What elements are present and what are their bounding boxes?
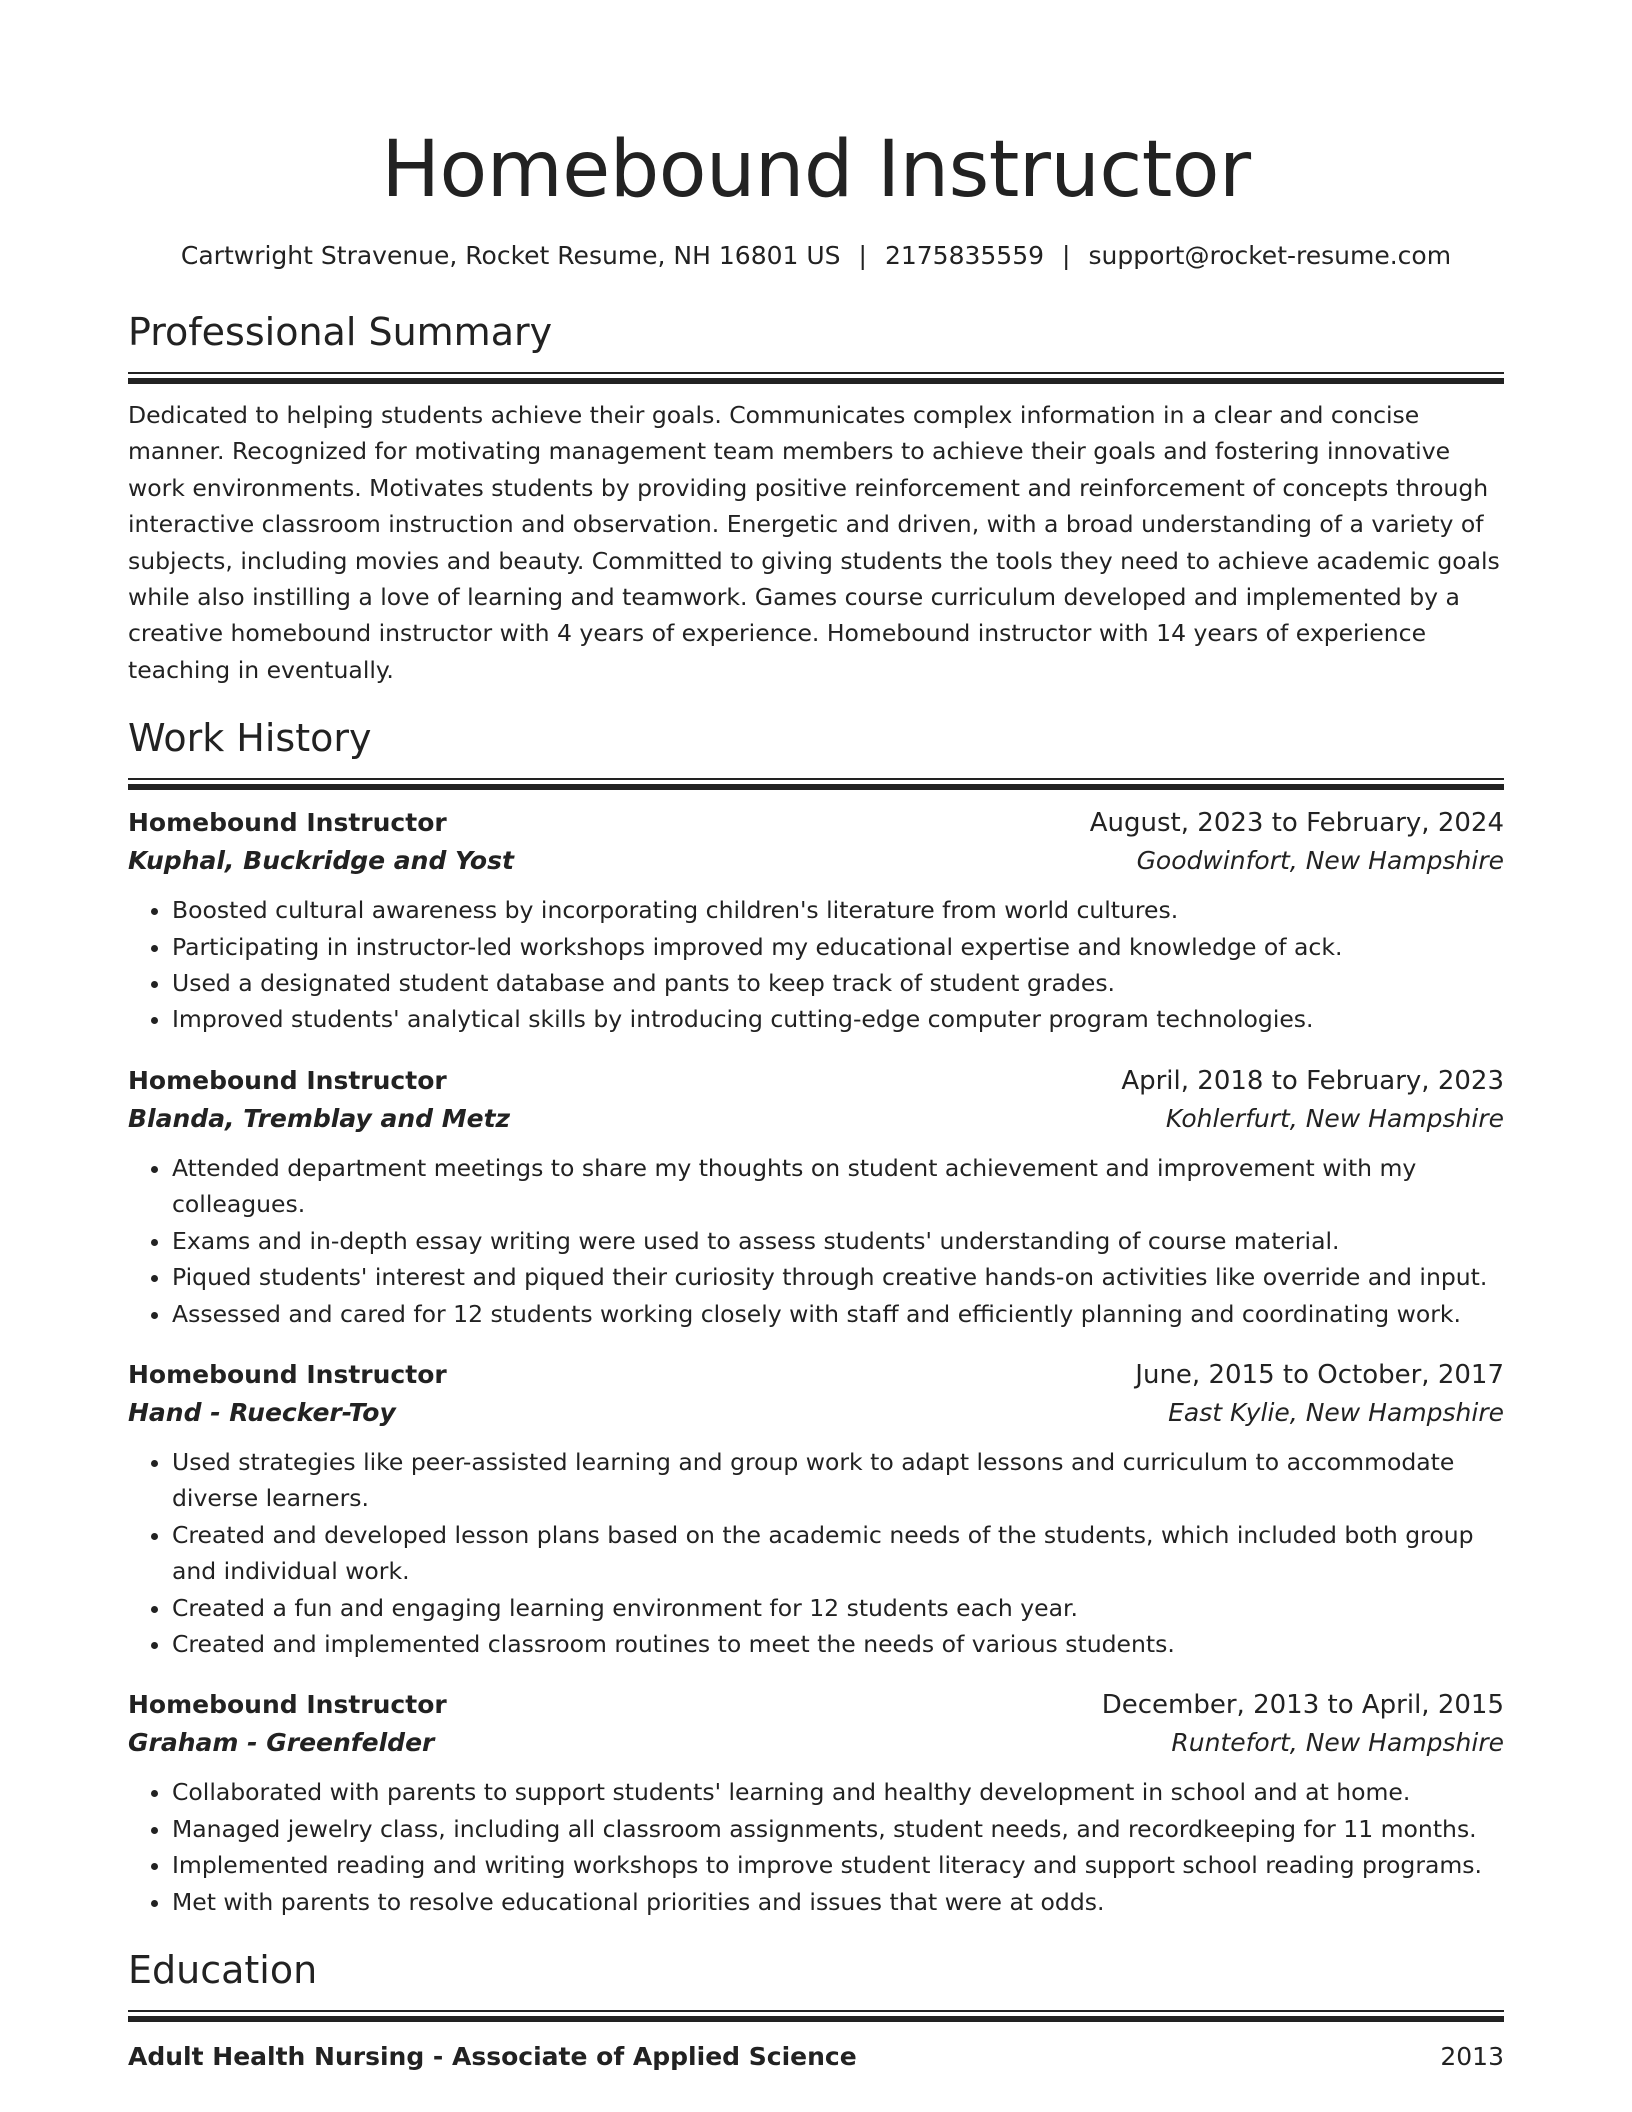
job-bullets (128, 892, 1504, 1038)
contact-line (128, 240, 1504, 272)
job-dates: June, 2015 to October, 2017 (1135, 1359, 1504, 1390)
job-dates: August, 2023 to February, 2024 (1089, 808, 1504, 839)
job-bullet: • Created and implemented classroom routines to meet the needs of various students. (172, 1626, 1504, 1662)
job-location: East Kylie, New Hampshire (1168, 1397, 1504, 1427)
job-bullet: • Boosted cultural awareness by incorporating children's literature from world cultures. (172, 892, 1504, 928)
job-title: Homebound Instructor (128, 808, 447, 838)
job-bullet: • Managed jewelry class, including all classroom assignments, student needs, and recordkeeping for 11 months. (172, 1811, 1504, 1847)
job-bullet: • Implemented reading and writing workshops to improve student literacy and support school reading programs. (172, 1847, 1504, 1883)
education-year: 2013 (1440, 2041, 1504, 2071)
education-degree: Adult Health Nursing - Associate of Applied Science (128, 2041, 857, 2071)
section-divider (128, 778, 1504, 788)
section-title-work-history: Work History (128, 716, 372, 761)
job-company: Blanda, Tremblay and Metz (128, 1103, 511, 1133)
section-divider (128, 2010, 1504, 2020)
job-bullet: • Attended department meetings to share my thoughts on student achievement and improvement with my colleagues. (172, 1150, 1504, 1223)
job-bullet: • Assessed and cared for 12 students working closely with staff and efficiently planning and coordinating work. (172, 1296, 1504, 1332)
summary-section (128, 308, 1504, 688)
summary-text: Dedicated to helping students achieve their goals. Communicates complex information in a clear and concise manner. Recognized for motivating management team members to achieve their goals and fostering innovative work environments. Motivates students by providing positive reinforcement and reinforcement of concepts through interactive classroom instruction and observation. Energetic and driven, with a broad understanding of a variety of subjects, including movies and beauty. Committed to giving students the tools they need to achieve academic goals while also instilling a love of learning and teamwork. Games course curriculum developed and implemented by a creative homebound instructor with 4 years of experience. Homebound instructor with 14 years of experience teaching in eventually. (128, 401, 1500, 684)
job-bullet: • Participating in instructor-led workshops improved my educational expertise and knowledge of ack. (172, 929, 1504, 965)
job-bullet: • Exams and in-depth essay writing were used to assess students' understanding of course material. (172, 1223, 1504, 1259)
education-section (128, 1946, 1504, 2076)
job-bullets (128, 1774, 1504, 1920)
job-company: Graham - Greenfelder (128, 1728, 435, 1758)
contact-separator: | (1062, 241, 1071, 270)
work-history-section (128, 714, 1504, 1920)
job-dates: April, 2018 to February, 2023 (1121, 1065, 1504, 1096)
section-title-summary: Professional Summary (128, 310, 553, 354)
job-bullet: • Created and developed lesson plans based on the academic needs of the students, which included both group and individual work. (172, 1517, 1504, 1590)
job-location: Kohlerfurt, New Hampshire (1165, 1103, 1504, 1133)
job-dates: December, 2013 to April, 2015 (1101, 1690, 1504, 1721)
job-entry (128, 1062, 1504, 1332)
candidate-name: Homebound Instructor (381, 125, 1251, 215)
resume-page (128, 0, 1504, 2076)
job-bullets (128, 1444, 1504, 1662)
job-bullet: • Used a designated student database and pants to keep track of student grades. (172, 965, 1504, 1001)
job-company: Hand - Ruecker-Toy (128, 1397, 396, 1427)
section-title-education: Education (128, 1947, 318, 1992)
contact-address: Cartwright Stravenue, Rocket Resume, NH 16801 US (180, 241, 841, 270)
job-title: Homebound Instructor (128, 1065, 447, 1095)
job-title: Homebound Instructor (128, 1359, 447, 1389)
job-entry (128, 1356, 1504, 1662)
job-location: Goodwinfort, New Hampshire (1136, 846, 1504, 876)
job-bullet: • Collaborated with parents to support students' learning and healthy development in school and at home. (172, 1774, 1504, 1810)
section-divider (128, 372, 1504, 382)
job-bullets (128, 1150, 1504, 1332)
job-bullet: • Improved students' analytical skills by introducing cutting-edge computer program technologies. (172, 1001, 1504, 1037)
job-bullet: • Piqued students' interest and piqued their curiosity through creative hands-on activities like override and input. (172, 1259, 1504, 1295)
contact-email: support@rocket-resume.com (1088, 241, 1452, 270)
job-company: Kuphal, Buckridge and Yost (128, 846, 514, 876)
contact-separator: | (858, 241, 867, 270)
job-entry (128, 804, 1504, 1038)
job-title: Homebound Instructor (128, 1690, 447, 1720)
job-bullet: • Created a fun and engaging learning environment for 12 students each year. (172, 1590, 1504, 1626)
job-location: Runtefort, New Hampshire (1171, 1728, 1504, 1758)
contact-phone: 2175835559 (884, 241, 1045, 270)
education-entry (128, 2038, 1504, 2076)
job-bullet: • Met with parents to resolve educational priorities and issues that were at odds. (172, 1884, 1504, 1920)
job-entry (128, 1686, 1504, 1920)
job-bullet: • Used strategies like peer-assisted learning and group work to adapt lessons and curriculum to accommodate diverse learners. (172, 1444, 1504, 1517)
